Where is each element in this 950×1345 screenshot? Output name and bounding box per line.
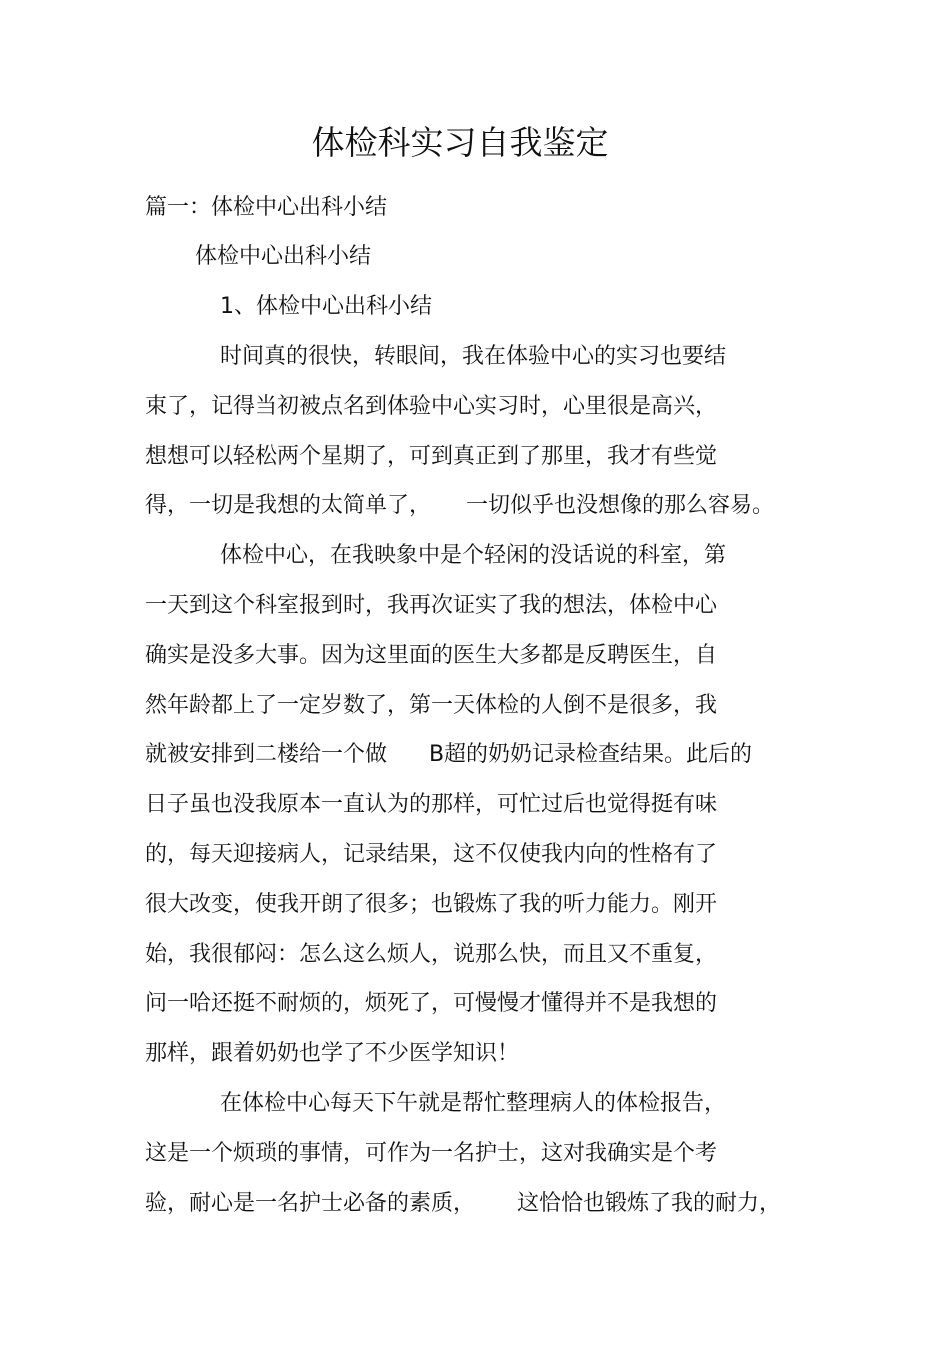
paragraph-line: 一天到这个科室报到时，我再次证实了我的想法，体检中心 bbox=[145, 593, 718, 618]
page-title: 体检科实习自我鉴定 bbox=[311, 123, 609, 162]
paragraph-line: 的，每天迎接病人，记录结果，这不仅使我内向的性格有了 bbox=[145, 842, 718, 867]
paragraph-line: 得，一切是我想的太简单了， 一切似乎也没想像的那么容易。 bbox=[145, 493, 774, 518]
paragraph-line: 束了，记得当初被点名到体验中心实习时，心里很是高兴， bbox=[145, 394, 718, 419]
paragraph-line: 然年龄都上了一定岁数了，第一天体检的人倒不是很多，我 bbox=[145, 693, 718, 718]
paragraph-line: 想想可以轻松两个星期了，可到真正到了那里，我才有些觉 bbox=[145, 444, 718, 469]
subheading: 体检中心出科小结 bbox=[195, 244, 372, 269]
paragraph-line: 在体检中心每天下午就是帮忙整理病人的体检报告， bbox=[220, 1091, 727, 1116]
numbered-heading: 1、体检中心出科小结 bbox=[220, 294, 432, 319]
paragraph-line: 验，耐心是一名护士必备的素质， 这恰恰也锻炼了我的耐力， bbox=[145, 1191, 781, 1216]
paragraph-line: 问一哈还挺不耐烦的，烦死了，可慢慢才懂得并不是我想的 bbox=[145, 991, 718, 1016]
paragraph-line: 始，我很郁闷：怎么这么烦人，说那么快，而且又不重复， bbox=[145, 942, 718, 967]
paragraph-line: 日子虽也没我原本一直认为的那样，可忙过后也觉得挺有味 bbox=[145, 792, 718, 817]
paragraph-line: 这是一个烦琐的事情，可作为一名护士，这对我确实是个考 bbox=[145, 1141, 718, 1166]
paragraph-line: 时间真的很快，转眼间，我在体验中心的实习也要结 bbox=[220, 344, 727, 369]
paragraph-line: 体检中心，在我映象中是个轻闲的没话说的科室，第 bbox=[220, 543, 727, 568]
paragraph-line: 那样，跟着奶奶也学了不少医学知识！ bbox=[145, 1041, 520, 1066]
section-heading: 篇一：体检中心出科小结 bbox=[145, 195, 388, 220]
paragraph-line: 很大改变，使我开朗了很多；也锻炼了我的听力能力。刚开 bbox=[145, 892, 718, 917]
paragraph-line: 确实是没多大事。因为这里面的医生大多都是反聘医生，自 bbox=[145, 643, 718, 668]
paragraph-line: 就被安排到二楼给一个做 B超的奶奶记录检查结果。此后的 bbox=[145, 742, 753, 767]
